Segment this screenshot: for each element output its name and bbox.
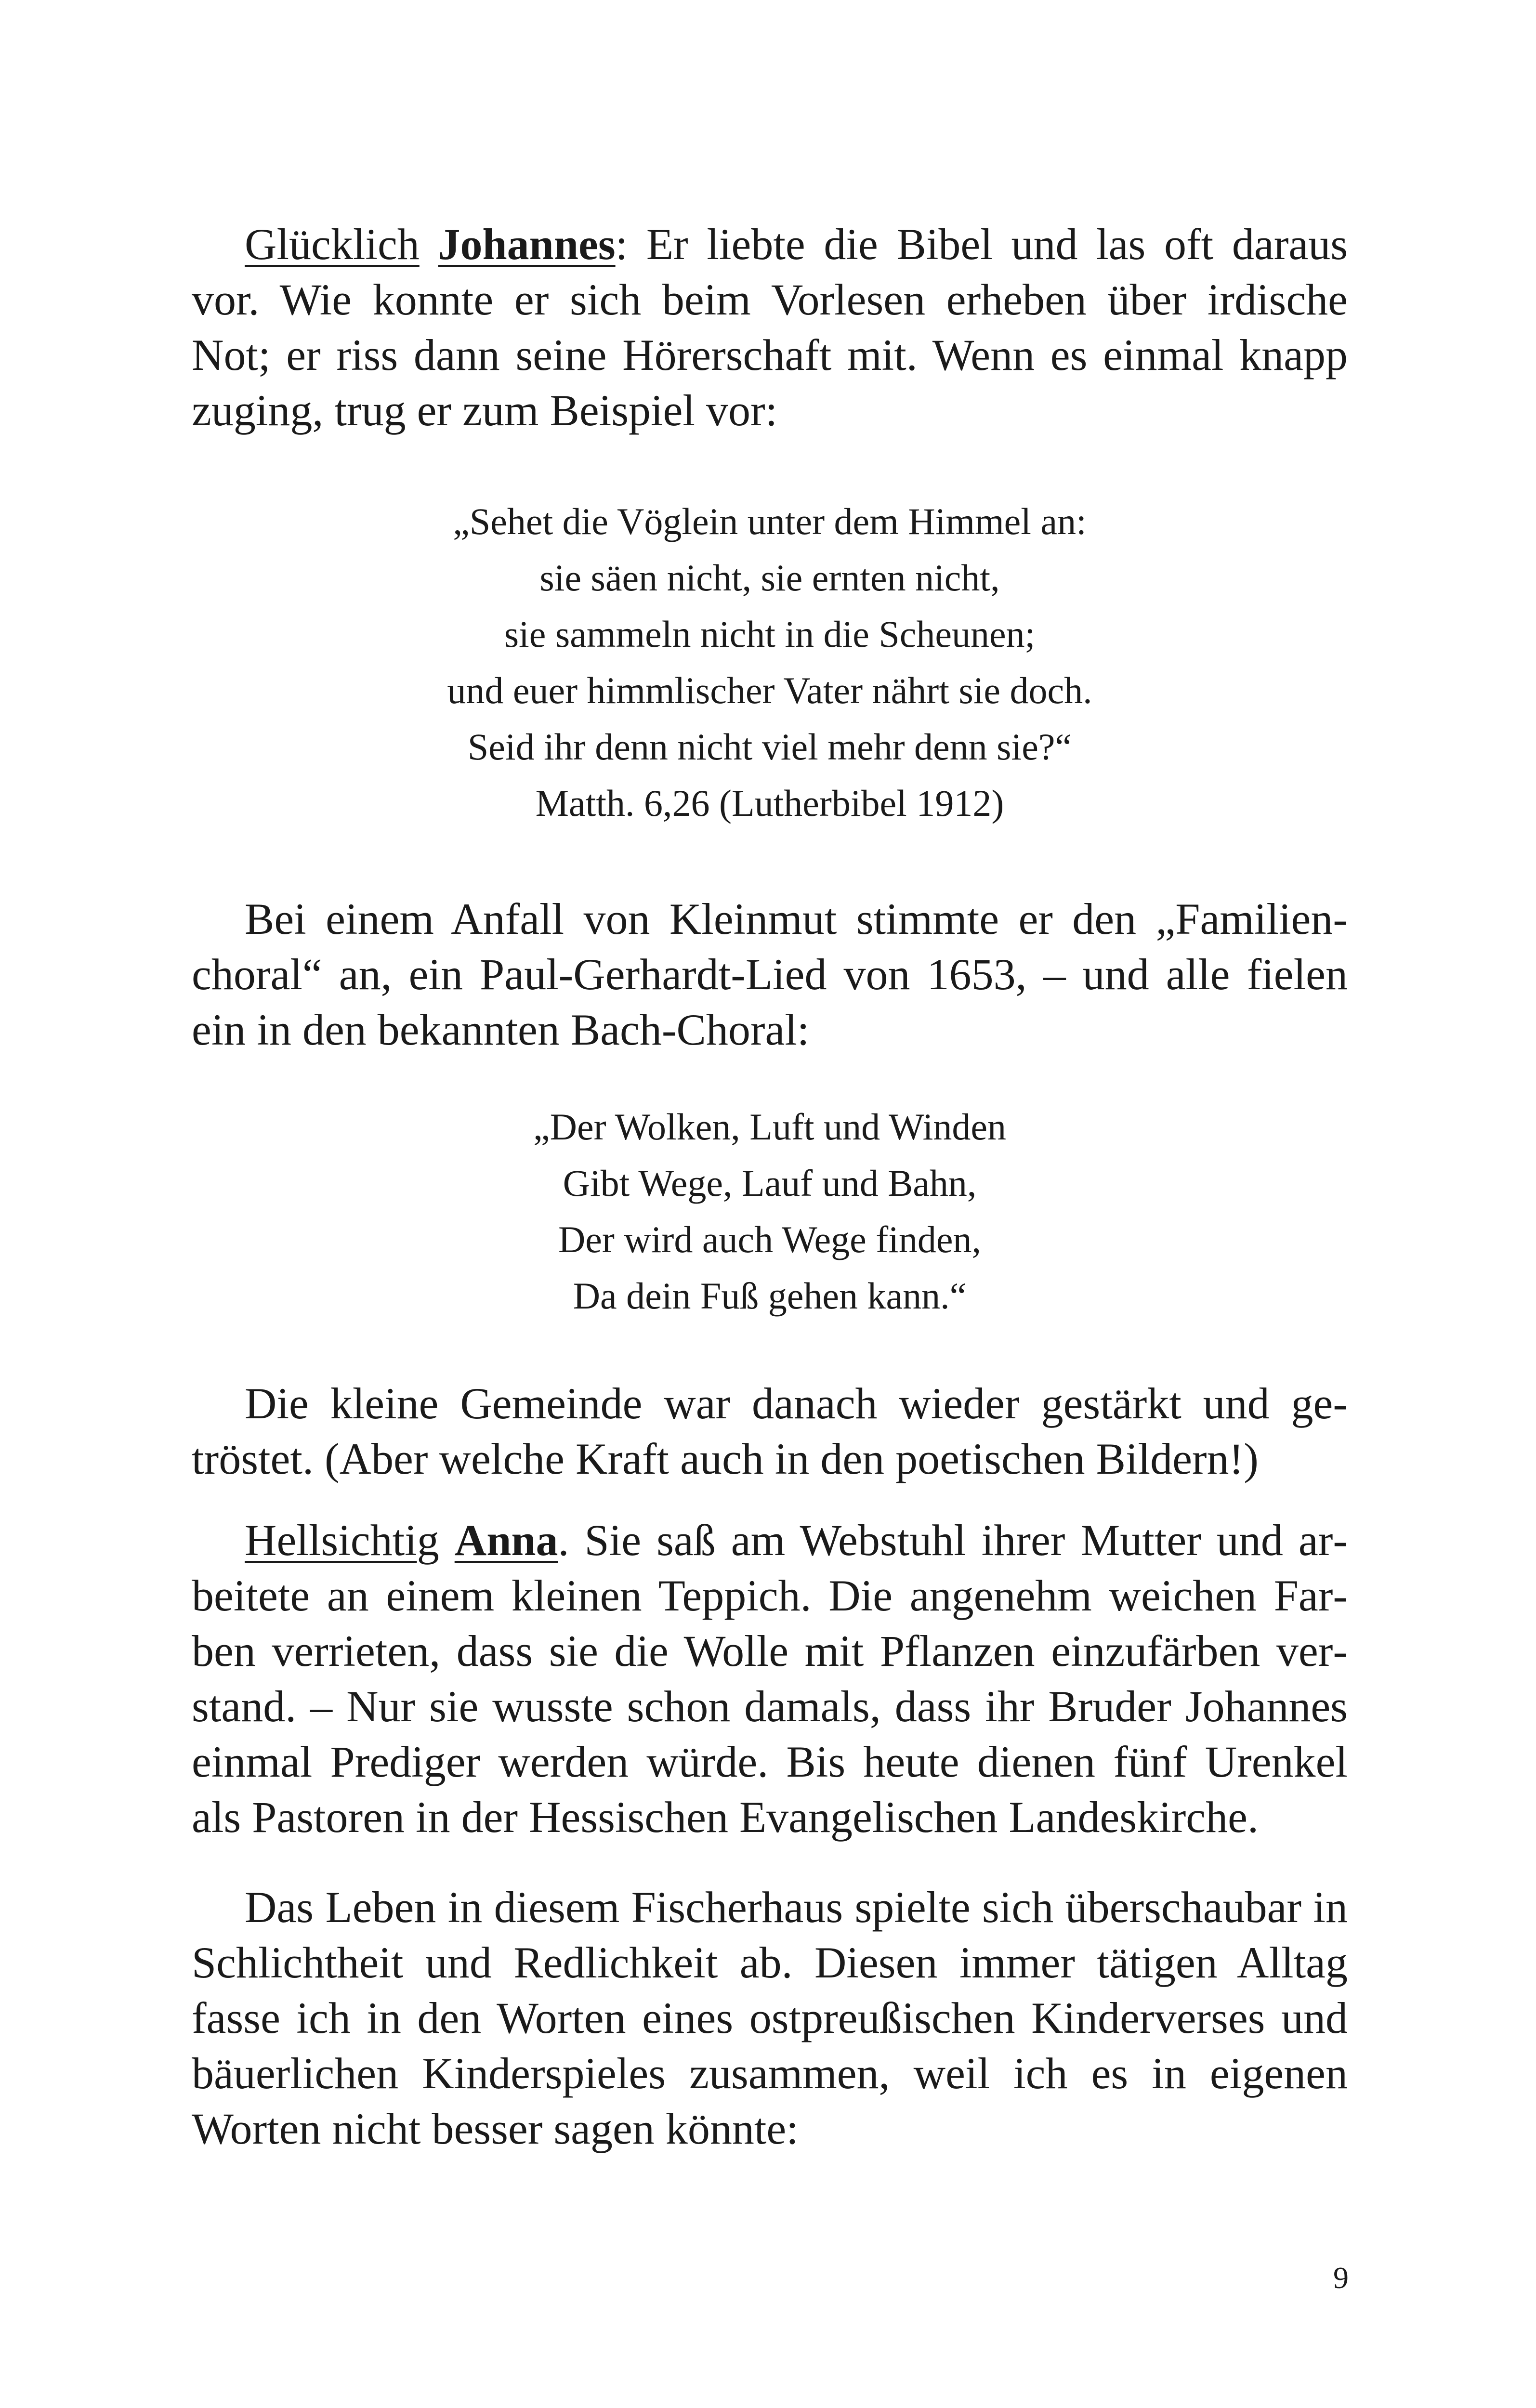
paragraph-gemeinde: Die kleine Gemeinde war danach wieder gestärkt und getröstet. (Aber welche Kraft auch in den poetischen Bildern!) [192, 1379, 1348, 1483]
quote-line: Der wird auch Wege finden, [558, 1218, 982, 1260]
johannes-text: : Er liebte die Bibel und las oft daraus vor. Wie konnte er sich beim Vorlesen erheben über irdische Not; er riss dann seine Hörerschaft mit. Wenn es einmal knapp zuging, trug er zum Beispiel vor: [192, 220, 1348, 435]
quote-line: sie sammeln nicht in die Scheunen; [504, 613, 1036, 655]
paragraph-anna [192, 1513, 1348, 1845]
johannes-lead: Glücklich [245, 220, 420, 269]
bible-quote [192, 493, 1348, 831]
choral-quote [192, 1099, 1348, 1324]
paragraph-johannes [192, 217, 1348, 438]
quote-source: Matth. 6,26 (Lutherbibel 1912) [535, 782, 1004, 824]
anna-lead: Hellsichtig [245, 1516, 439, 1565]
quote-line: Gibt Wege, Lauf und Bahn, [563, 1162, 977, 1204]
quote-line: „Sehet die Vöglein unter dem Himmel an: [453, 500, 1087, 542]
quote-line: sie säen nicht, sie ernten nicht, [539, 557, 1000, 599]
quote-line: und euer himmlischer Vater nährt sie doch. [447, 669, 1092, 711]
anna-text: . Sie saß am Webstuhl ihrer Mutter und arbeitete an einem kleinen Teppich. Die angenehm weichen Farben verrieten, dass sie die Wolle mit Pflanzen einzufärben verstand. – Nur sie wusste schon damals, dass ihr Bruder Johannes einmal Prediger werden würde. Bis heute dienen fünf Urenkel als Pastoren in der Hessischen Evangelischen Landeskirche. [192, 1516, 1348, 1842]
johannes-name: Johannes [438, 220, 616, 269]
quote-line: Seid ihr denn nicht viel mehr denn sie?“ [467, 726, 1072, 768]
paragraph-fischerhaus: Das Leben in diesem Fischerhaus spielte sich überschaubar in Schlichtheit und Redlichkeit ab. Diesen immer tätigen Alltag fasse ich in den Worten eines ostpreußischen Kinderverses und bäuerlichen Kinderspieles zusammen, weil ich es in eigenen Worten nicht besser sagen könnte: [192, 1883, 1348, 2153]
page-number: 9 [1333, 2261, 1349, 2295]
quote-line: Da dein Fuß gehen kann.“ [573, 1275, 967, 1317]
anna-name: Anna [454, 1516, 558, 1565]
quote-line: „Der Wolken, Luft und Winden [533, 1106, 1006, 1148]
paragraph-familienchoral: Bei einem Anfall von Kleinmut stimmte er den „Familienchoral“ an, ein Paul-Gerhardt-Lied von 1653, – und alle fielen ein in den bekannten Bach-Choral: [192, 894, 1348, 1054]
